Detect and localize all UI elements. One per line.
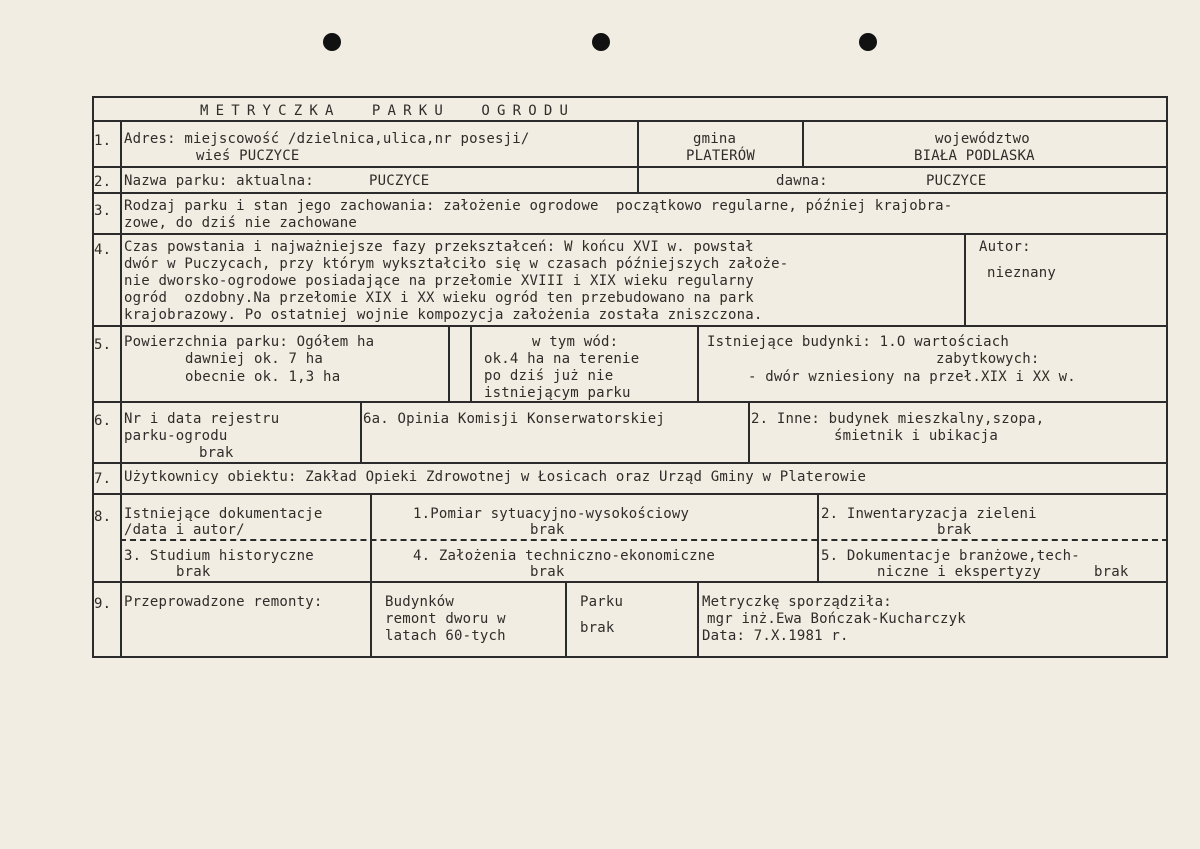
address-label: Adres: miejscowość /dzielnica,ulica,nr posesji/ (124, 131, 530, 147)
rule-r1-a (637, 120, 639, 192)
rule-r9-a (565, 581, 567, 656)
water-line-2: ok.4 ha na terenie (484, 351, 640, 367)
rule-r5-a (448, 325, 450, 401)
area-line-1: Powierzchnia parku: Ogółem ha (124, 334, 375, 350)
survey-label: 1.Pomiar sytuacyjno-wysokościowy (413, 506, 690, 522)
row-number-3: 3. (94, 203, 112, 219)
punch-hole-center (592, 33, 610, 51)
rule-r2 (92, 192, 1168, 194)
rule-r5 (92, 401, 1168, 403)
park-type-line-1: Rodzaj parku i stan jego zachowania: założenie ogrodowe początkowo regularne, później krajobra- (124, 198, 953, 214)
rule-r5-b (470, 325, 472, 401)
area-line-2: dawniej ok. 7 ha (185, 351, 324, 367)
buildings-line-2: zabytkowych: (936, 351, 1040, 367)
history-line-3: nie dworsko-ogrodowe posiadające na przełomie XVIII i XIX wieku regularny (124, 273, 754, 289)
voivodeship-label: województwo (935, 131, 1030, 147)
row-number-2: 2. (94, 174, 112, 190)
prepared-date: Data: 7.X.1981 r. (702, 628, 849, 644)
voivodeship-value: BIAŁA PODLASKA (914, 148, 1035, 164)
study-value: brak (176, 564, 211, 580)
author-value: nieznany (987, 265, 1057, 281)
rule-r8-mid (120, 539, 1168, 541)
gmina-value: PLATERÓW (686, 148, 756, 164)
commission-opinion: 6a. Opinia Komisji Konserwatorskiej (363, 411, 666, 427)
buildings-line-1: Istniejące budynki: 1.O wartościach (707, 334, 1010, 350)
rule-r8-a (370, 493, 372, 656)
register-value: brak (199, 445, 234, 461)
rule-r1-b (802, 120, 804, 166)
repairs-label: Przeprowadzone remonty: (124, 594, 323, 610)
tech-econ-value: brak (530, 564, 565, 580)
punch-hole-right (859, 33, 877, 51)
row-number-5: 5. (94, 337, 112, 353)
rule-r6 (92, 462, 1168, 464)
history-line-2: dwór w Puczycach, przy którym wykształciło się w czasach późniejszych założe- (124, 256, 789, 272)
branch-docs-value: brak (1094, 564, 1129, 580)
rule-r9-b (697, 581, 699, 656)
buildings-repair-line-2: remont dworu w (385, 611, 506, 627)
survey-value: brak (530, 522, 565, 538)
water-line-1: w tym wód: (532, 334, 619, 350)
row-number-1: 1. (94, 133, 112, 149)
rule-r6-a (360, 401, 362, 462)
rule-r4 (92, 325, 1168, 327)
park-name-former-label: dawna: (776, 173, 828, 189)
rule-right (1166, 96, 1168, 658)
area-line-3: obecnie ok. 1,3 ha (185, 369, 341, 385)
row-number-9: 9. (94, 596, 112, 612)
park-repair-label: Parku (580, 594, 624, 610)
author-label: Autor: (979, 239, 1031, 255)
rule-r7 (92, 493, 1168, 495)
row-number-6: 6. (94, 413, 112, 429)
inventory-label: 2. Inwentaryzacja zieleni (821, 506, 1037, 522)
water-line-3: po dziś już nie (484, 368, 614, 384)
punch-hole-left (323, 33, 341, 51)
history-line-4: ogród ozdobny.Na przełomie XIX i XX wieku ogród ten przebudowano na park (124, 290, 754, 306)
buildings-repair-label: Budynków (385, 594, 455, 610)
documentation-label-2: /data i autor/ (124, 522, 245, 538)
address-value: wieś PUCZYCE (196, 148, 300, 164)
prepared-by-label: Metryczkę sporządziła: (702, 594, 892, 610)
park-repair-value: brak (580, 620, 615, 636)
register-line-1: Nr i data rejestru (124, 411, 280, 427)
register-line-2: parku-ogrodu (124, 428, 228, 444)
row-number-7: 7. (94, 471, 112, 487)
buildings-repair-line-3: latach 60-tych (385, 628, 506, 644)
history-line-1: Czas powstania i najważniejsze fazy przekształceń: W końcu XVI w. powstał (124, 239, 754, 255)
tech-econ-label: 4. Założenia techniczno-ekonomiczne (413, 548, 716, 564)
park-type-line-2: zowe, do dziś nie zachowane (124, 215, 357, 231)
users-text: Użytkownicy obiektu: Zakład Opieki Zdrowotnej w Łosicach oraz Urząd Gminy w Platerowie (124, 469, 867, 485)
rule-num-col (120, 120, 122, 658)
rule-r3 (92, 233, 1168, 235)
park-name-former-value: PUCZYCE (926, 173, 987, 189)
rule-r6-b (748, 401, 750, 462)
other-buildings-line-2: śmietnik i ubikacja (834, 428, 998, 444)
rule-r8 (92, 581, 1168, 583)
rule-top (92, 96, 1168, 98)
documentation-label-1: Istniejące dokumentacje (124, 506, 323, 522)
rule-bottom (92, 656, 1168, 658)
branch-docs-line-1: 5. Dokumentacje branżowe,tech- (821, 548, 1080, 564)
prepared-by-name: mgr inż.Ewa Bończak-Kucharczyk (707, 611, 966, 627)
water-line-4: istniejącym parku (484, 385, 631, 401)
other-buildings-line-1: 2. Inne: budynek mieszkalny,szopa, (751, 411, 1045, 427)
study-label: 3. Studium historyczne (124, 548, 314, 564)
rule-title (92, 120, 1168, 122)
park-name-current: PUCZYCE (369, 173, 430, 189)
rule-r4-a (964, 233, 966, 325)
history-line-5: krajobrazowy. Po ostatniej wojnie kompozycja założenia została zniszczona. (124, 307, 763, 323)
buildings-line-3: - dwór wzniesiony na przeł.XIX i XX w. (748, 369, 1076, 385)
rule-r5-c (697, 325, 699, 401)
rule-r8-b (817, 493, 819, 581)
gmina-label: gmina (693, 131, 737, 147)
card-title: METRYCZKA PARKU OGRODU (200, 103, 576, 119)
row-number-8: 8. (94, 509, 112, 525)
row-number-4: 4. (94, 242, 112, 258)
park-name-label: Nazwa parku: aktualna: (124, 173, 314, 189)
branch-docs-line-2: niczne i ekspertyzy (877, 564, 1041, 580)
rule-r1 (92, 166, 1168, 168)
inventory-value: brak (937, 522, 972, 538)
